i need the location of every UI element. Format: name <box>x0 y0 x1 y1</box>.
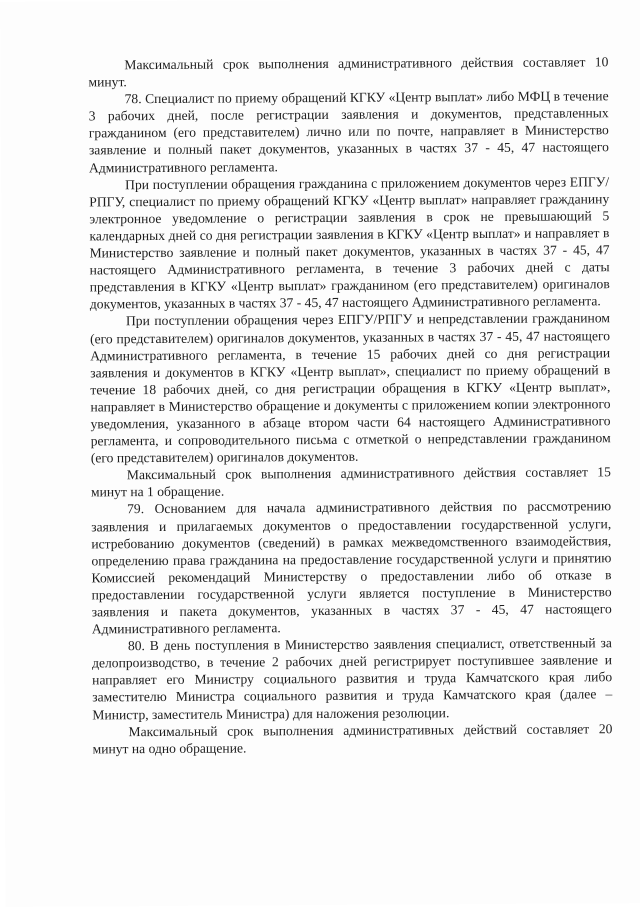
paragraph-item-80: 80. В день поступления в Министерство заявления специалист, ответственный за делопроизводство, в течение 2 рабочих дней регистрирует поступившее заявление и направляет его Министру социального развития и труда Камчатского края либо заместителю Министра социального развития и труда Камчатского края (далее – Министр, заместитель Министра) для наложения резолюции. <box>92 635 613 722</box>
paragraph-item-79: 79. Основанием для начала административного действия по рассмотрению заявления и прилагаемых документов о предоставлении государственной услуги, истребованию документов (сведений) в рамках межведомственного взаимодействия, определению права гражданина на предоставление государственной услуги и принятию Комиссией рекомендаций Министерству о предоставлении либо об отказе в предоставлении государственной услуги является поступление в Министерство заявления и пакета документов, указанных в частях 37 - 45, 47 настоящего Административного регламента. <box>91 498 612 637</box>
paragraph-processing-time-10-min: Максимальный срок выполнения административного действия составляет 10 минут. <box>88 54 609 90</box>
paragraph-processing-time-15-min: Максимальный срок выполнения административного действия составляет 15 минут на 1 обращение. <box>90 464 611 500</box>
paragraph-epgu-no-originals: При поступлении обращения через ЕПГУ/РПГУ и непредставлении гражданином (его представителем) оригиналов документов, указанных в частях 37 - 45, 47 настоящего Административного регламента, в течение 15 рабочих дней со дня регистрации заявления и документов в КГКУ «Центр выплат», специалист по приему обращений в течение 18 рабочих дней, со дня регистрации обращения в КГКУ «Центр выплат», направляет в Министерство обращение и документы с приложением копии электронного уведомления, указанного в абзаце втором части 64 настоящего Административного регламента, и сопроводительного письма с отметкой о непредставлении гражданином (его представителем) оригиналов документов. <box>90 310 611 466</box>
paragraph-item-78: 78. Специалист по приему обращений КГКУ «Центр выплат» либо МФЦ в течение 3 рабочих дней, после регистрации заявления и документов, представленных гражданином (его представителем) лично или по почте, направляет в Министерство заявление и полный пакет документов, указанных в частях 37 - 45, 47 настоящего Административного регламента. <box>88 88 609 175</box>
paragraph-processing-time-20-min: Максимальный срок выполнения административных действий составляет 20 минут на одно обращение. <box>92 720 613 757</box>
paragraph-epgu-submission: При поступлении обращения гражданина с приложением документов через ЕПГУ/РПГУ, специалист по приему обращений КГКУ «Центр выплат» направляет гражданину электронное уведомление о регистрации заявления в срок не превышающий 5 календарных дней со дня регистрации заявления в КГКУ «Центр выплат» и направляет в Министерство заявление и полный пакет документов, указанных в частях 37 - 45, 47 настоящего Административного регламента, в течение 3 рабочих дней с даты представления в КГКУ «Центр выплат» гражданином (его представителем) оригиналов документов, указанных в частях 37 - 45, 47 настоящего Административного регламента. <box>89 173 610 312</box>
